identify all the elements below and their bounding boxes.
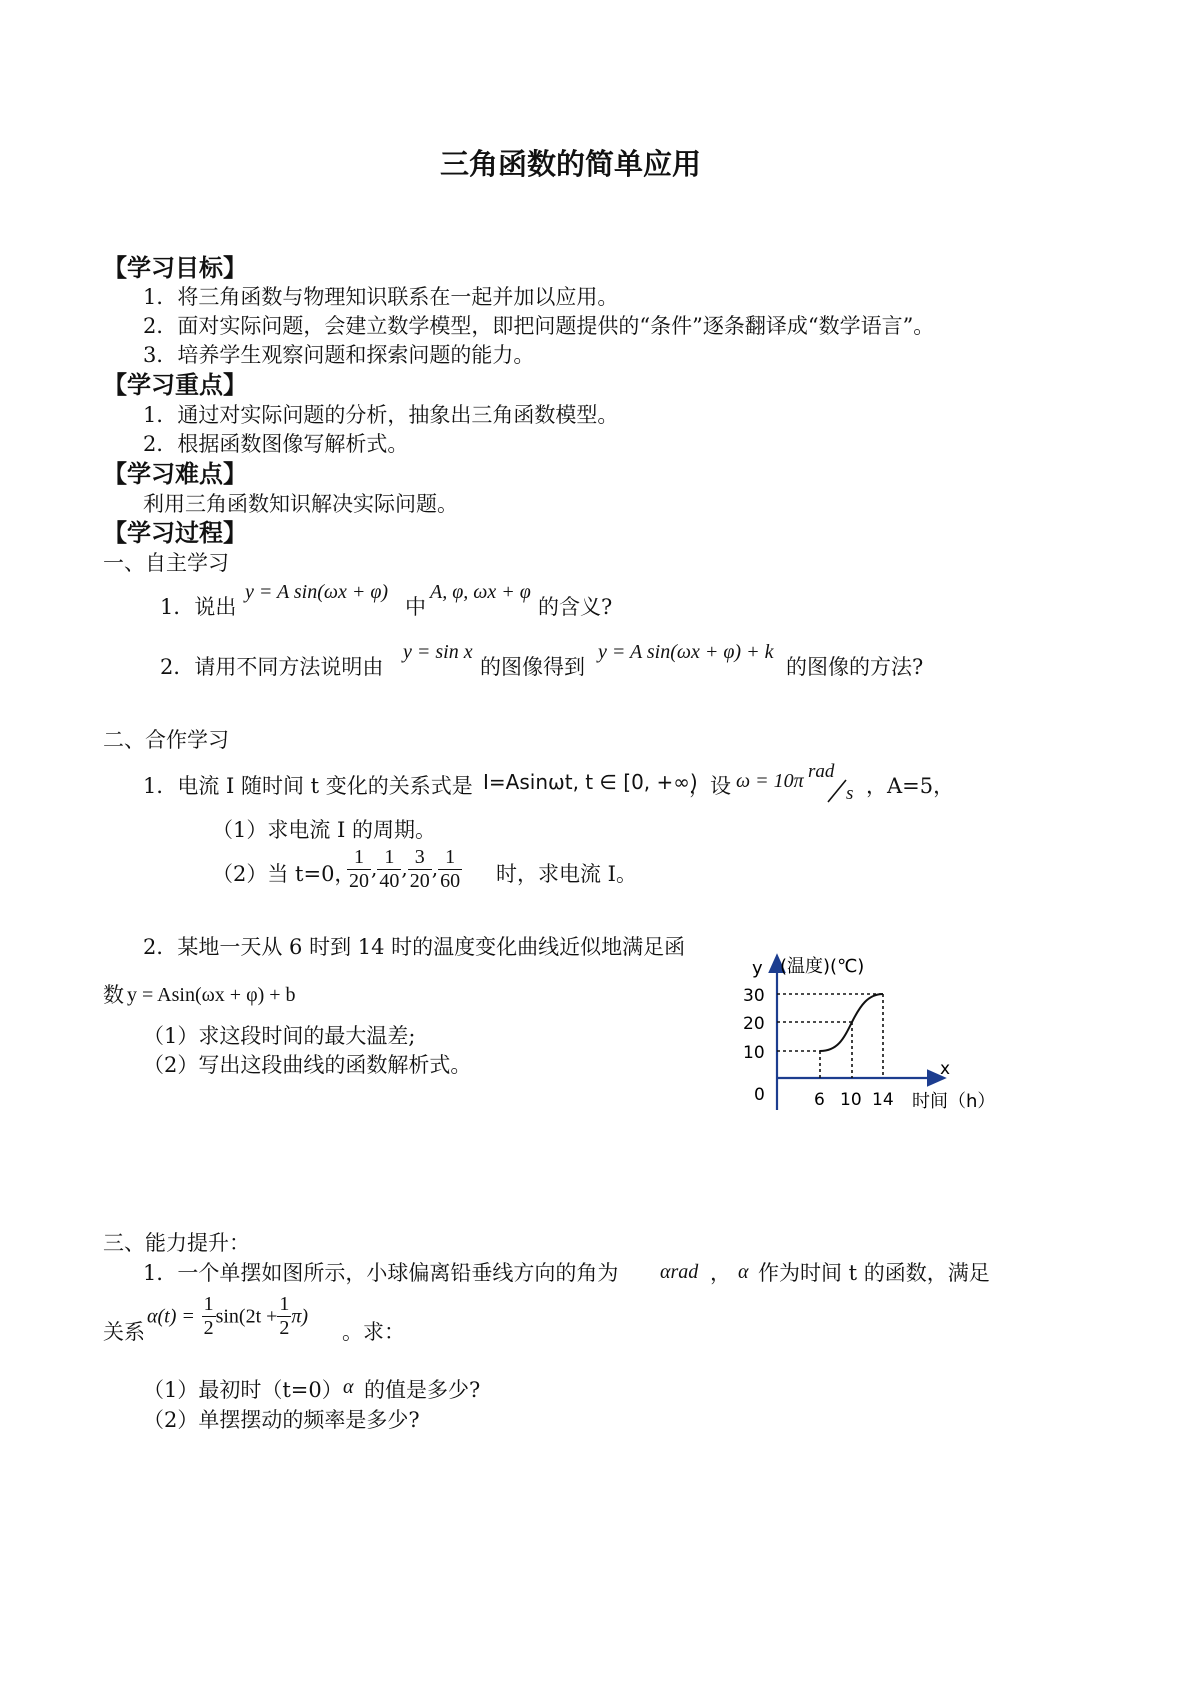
y-tick-30: 30 bbox=[743, 986, 765, 1006]
part2-q1-prefix: 1．电流 I 随时间 t 变化的关系式是 bbox=[143, 774, 473, 798]
part2-q2-sub1: （1）求这段时间的最大温差; bbox=[143, 1024, 416, 1048]
part2-q1-sub2-suffix: 时，求电流 I。 bbox=[496, 862, 637, 886]
difficulty-heading: 【学习难点】 bbox=[103, 460, 247, 488]
part1-q1-prefix: 1．说出 bbox=[160, 595, 237, 619]
part1-q2-mid: 的图像得到 bbox=[480, 655, 585, 679]
part1-q2-formula1: y = sin x bbox=[403, 641, 473, 663]
part1-q1-suffix: 的含义? bbox=[538, 595, 613, 619]
part2-heading: 二、合作学习 bbox=[103, 728, 229, 752]
objective-item: 2．面对实际问题，会建立数学模型，即把问题提供的“条件”逐条翻译成“数学语言”。 bbox=[143, 314, 935, 338]
x-tick-6: 6 bbox=[814, 1090, 825, 1110]
origin-label: 0 bbox=[754, 1085, 765, 1105]
time-fraction: $\frac{1}{40}$ bbox=[379, 846, 400, 892]
part1-q1-formula: y = A sin(ωx + φ) bbox=[245, 581, 389, 603]
pendulum-formula: α(t) = $\frac{1}{2}$ sin(2t + $\frac{1}{2}$ π) bbox=[147, 1293, 309, 1339]
x-axis-letter: x bbox=[940, 1059, 951, 1079]
part1-q2-formula2: y = A sin(ωx + φ) + k bbox=[598, 641, 774, 663]
part3-q1-sub1-suffix: 的值是多少? bbox=[364, 1378, 481, 1402]
part2-q1-formula: I=Asinωt, t ∈ [0, +∞) bbox=[483, 770, 698, 794]
time-fraction-list: $\frac{1}{20}$ , $\frac{1}{40}$ , $\frac{3}{20}$ , $\frac{1}{60}$ bbox=[349, 846, 461, 892]
part3-q1-line2-prefix: 关系 bbox=[103, 1320, 145, 1344]
time-fraction: $\frac{1}{20}$ bbox=[349, 846, 369, 892]
part3-heading: 三、能力提升： bbox=[103, 1231, 250, 1255]
part2-q1-unit-num: rad bbox=[808, 761, 835, 782]
y-tick-10: 10 bbox=[743, 1043, 765, 1063]
objectives-heading: 【学习目标】 bbox=[103, 254, 247, 282]
time-fraction: $\frac{1}{60}$ bbox=[440, 846, 461, 892]
part2-q1-sub1: （1）求电流 I 的周期。 bbox=[212, 818, 437, 842]
keypoint-item: 2．根据函数图像写解析式。 bbox=[143, 432, 409, 456]
half-fraction: $\frac{1}{2}$ bbox=[203, 1293, 214, 1339]
keypoint-item: 1．通过对实际问题的分析，抽象出三角函数模型。 bbox=[143, 403, 619, 427]
objective-item: 3．培养学生观察问题和探索问题的能力。 bbox=[143, 343, 535, 367]
part2-q2-line1: 2．某地一天从 6 时到 14 时的温度变化曲线近似地满足函 bbox=[143, 935, 686, 959]
process-heading: 【学习过程】 bbox=[103, 519, 247, 547]
objective-item: 1．将三角函数与物理知识联系在一起并加以应用。 bbox=[143, 285, 619, 309]
part2-q1-suffix: ，A=5， bbox=[866, 774, 955, 798]
part3-q1-alpha-rad: αrad bbox=[660, 1261, 699, 1283]
time-fraction: $\frac{3}{20}$ bbox=[409, 846, 430, 892]
y-axis-letter: y bbox=[752, 958, 763, 979]
y-tick-20: 20 bbox=[743, 1014, 765, 1034]
y-axis-label: (温度)(℃) bbox=[780, 956, 865, 977]
part1-q2-prefix: 2．请用不同方法说明由 bbox=[160, 655, 384, 679]
part1-heading: 一、自主学习 bbox=[103, 551, 229, 575]
part2-q1-unit-den: s bbox=[846, 783, 854, 804]
x-tick-10: 10 bbox=[840, 1090, 862, 1110]
part3-q1-line1-suffix: 作为时间 t 的函数，满足 bbox=[758, 1261, 990, 1285]
part2-q2-line2-prefix: 数 bbox=[103, 983, 124, 1007]
keypoints-heading: 【学习重点】 bbox=[103, 371, 247, 399]
x-axis-label: 时间（h） bbox=[912, 1091, 996, 1112]
page-title: 三角函数的简单应用 bbox=[440, 147, 702, 181]
part3-q1-line1-prefix: 1．一个单摆如图所示，小球偏离铅垂线方向的角为 bbox=[143, 1261, 619, 1285]
part1-q2-suffix: 的图像的方法? bbox=[786, 655, 924, 679]
part1-q1-mid: 中 bbox=[405, 595, 426, 619]
part3-q1-alpha: α bbox=[738, 1261, 749, 1283]
temperature-graph bbox=[740, 950, 1010, 1125]
part3-q1-sub1-prefix: （1）最初时（t=0） bbox=[143, 1378, 343, 1402]
part3-q1-line2-suffix: 。求： bbox=[342, 1320, 405, 1344]
part1-q1-vars: A, φ, ωx + φ bbox=[430, 581, 531, 603]
part3-q1-sub1-alpha: α bbox=[343, 1376, 354, 1398]
part2-q2-sub2: （2）写出这段曲线的函数解析式。 bbox=[143, 1053, 472, 1077]
part2-q1-mid: ，设 bbox=[689, 774, 731, 798]
part2-q2-formula: y = Asin(ωx + φ) + b bbox=[127, 984, 296, 1006]
difficulty-text: 利用三角函数知识解决实际问题。 bbox=[143, 492, 458, 516]
part2-q1-sub2-prefix: （2）当 t=0， bbox=[212, 862, 356, 886]
x-tick-14: 14 bbox=[872, 1090, 894, 1110]
part2-q1-omega: ω = 10π bbox=[736, 770, 804, 792]
pi-fraction: $\frac{1}{2}$ bbox=[279, 1293, 290, 1339]
part3-q1-sub2: （2）单摆摆动的频率是多少? bbox=[143, 1408, 420, 1432]
part3-q1-comma: ， bbox=[710, 1261, 731, 1285]
